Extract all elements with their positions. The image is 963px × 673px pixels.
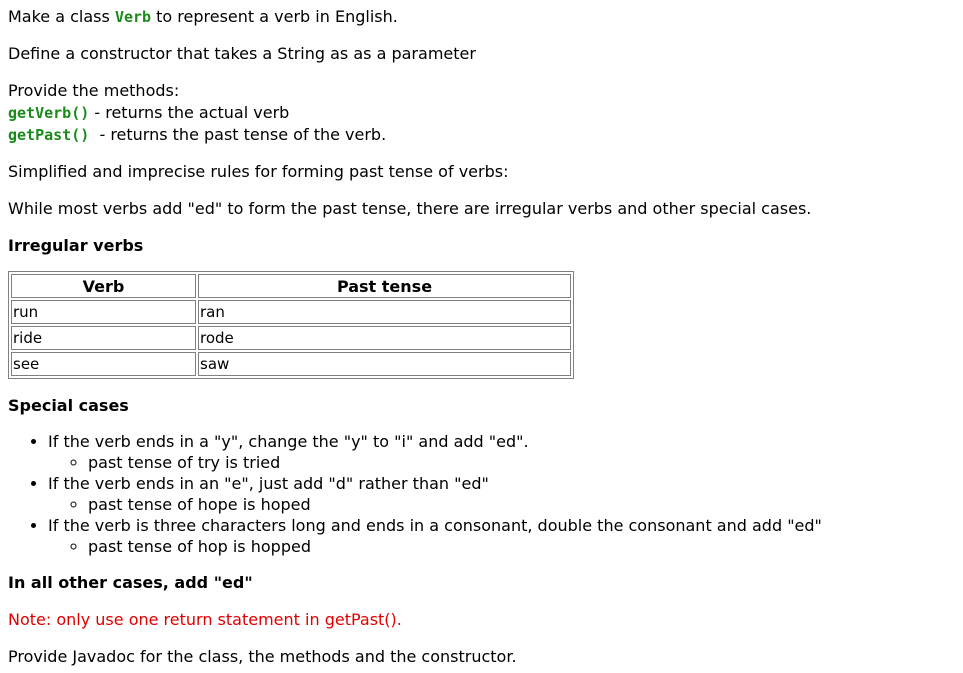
- special-cases-list: [8, 431, 953, 557]
- case-rule-y: If the verb ends in a "y", change the "y" to "i" and add "ed".: [48, 432, 529, 451]
- method-desc-getverb: - returns the actual verb: [89, 103, 290, 122]
- other-cases-heading: In all other cases, add "ed": [8, 573, 253, 592]
- case-rule-e: If the verb ends in an "e", just add "d" rather than "ed": [48, 474, 489, 493]
- rules-intro: Simplified and imprecise rules for forming past tense of verbs:: [8, 162, 509, 181]
- note-text: Note: only use one return statement in getPast().: [8, 610, 402, 629]
- sub-list: [48, 536, 953, 557]
- table-cell-verb: see: [11, 352, 196, 376]
- class-name-code: Verb: [114, 8, 152, 26]
- method-desc-getpast: - returns the past tense of the verb.: [89, 125, 387, 144]
- table-row: [11, 326, 571, 350]
- table-row: [11, 300, 571, 324]
- sub-list: [48, 452, 953, 473]
- table-cell-past: rode: [198, 326, 571, 350]
- method-getverb: [8, 102, 953, 124]
- list-item: ◦ past tense of try is tried: [88, 452, 953, 473]
- list-item: [48, 515, 953, 557]
- case-rule-consonant: If the verb is three characters long and ends in a consonant, double the consonant and add "ed": [48, 516, 822, 535]
- column-header-verb: Verb: [11, 274, 196, 298]
- table-cell-past: saw: [198, 352, 571, 376]
- assignment-document: [8, 6, 953, 668]
- methods-heading: Provide the methods:: [8, 81, 180, 100]
- table-cell-verb: run: [11, 300, 196, 324]
- javadoc-instruction: Provide Javadoc for the class, the methods and the constructor.: [8, 647, 517, 666]
- table-row: [11, 352, 571, 376]
- list-item: ◦ past tense of hope is hoped: [88, 494, 953, 515]
- constructor-instruction: Define a constructor that takes a String as as a parameter: [8, 44, 476, 63]
- irregular-verbs-table: [8, 271, 574, 379]
- column-header-past-tense: Past tense: [198, 274, 571, 298]
- irregular-heading: Irregular verbs: [8, 236, 144, 255]
- method-getpast: [8, 124, 953, 146]
- class-intro: [8, 6, 953, 28]
- list-item: [48, 431, 953, 473]
- list-item: [48, 473, 953, 515]
- while-text: While most verbs add "ed" to form the past tense, there are irregular verbs and other special cases.: [8, 199, 812, 218]
- sub-list: [48, 494, 953, 515]
- method-name-getpast: getPast(): [8, 126, 90, 144]
- table-cell-verb: ride: [11, 326, 196, 350]
- special-cases-heading: Special cases: [8, 396, 129, 415]
- intro-text-pre: Make a class: [8, 7, 115, 26]
- method-name-getverb: getVerb(): [8, 104, 90, 122]
- table-cell-past: ran: [198, 300, 571, 324]
- table-header-row: [11, 274, 571, 298]
- intro-text-post: to represent a verb in English.: [151, 7, 398, 26]
- list-item: ◦ past tense of hop is hopped: [88, 536, 953, 557]
